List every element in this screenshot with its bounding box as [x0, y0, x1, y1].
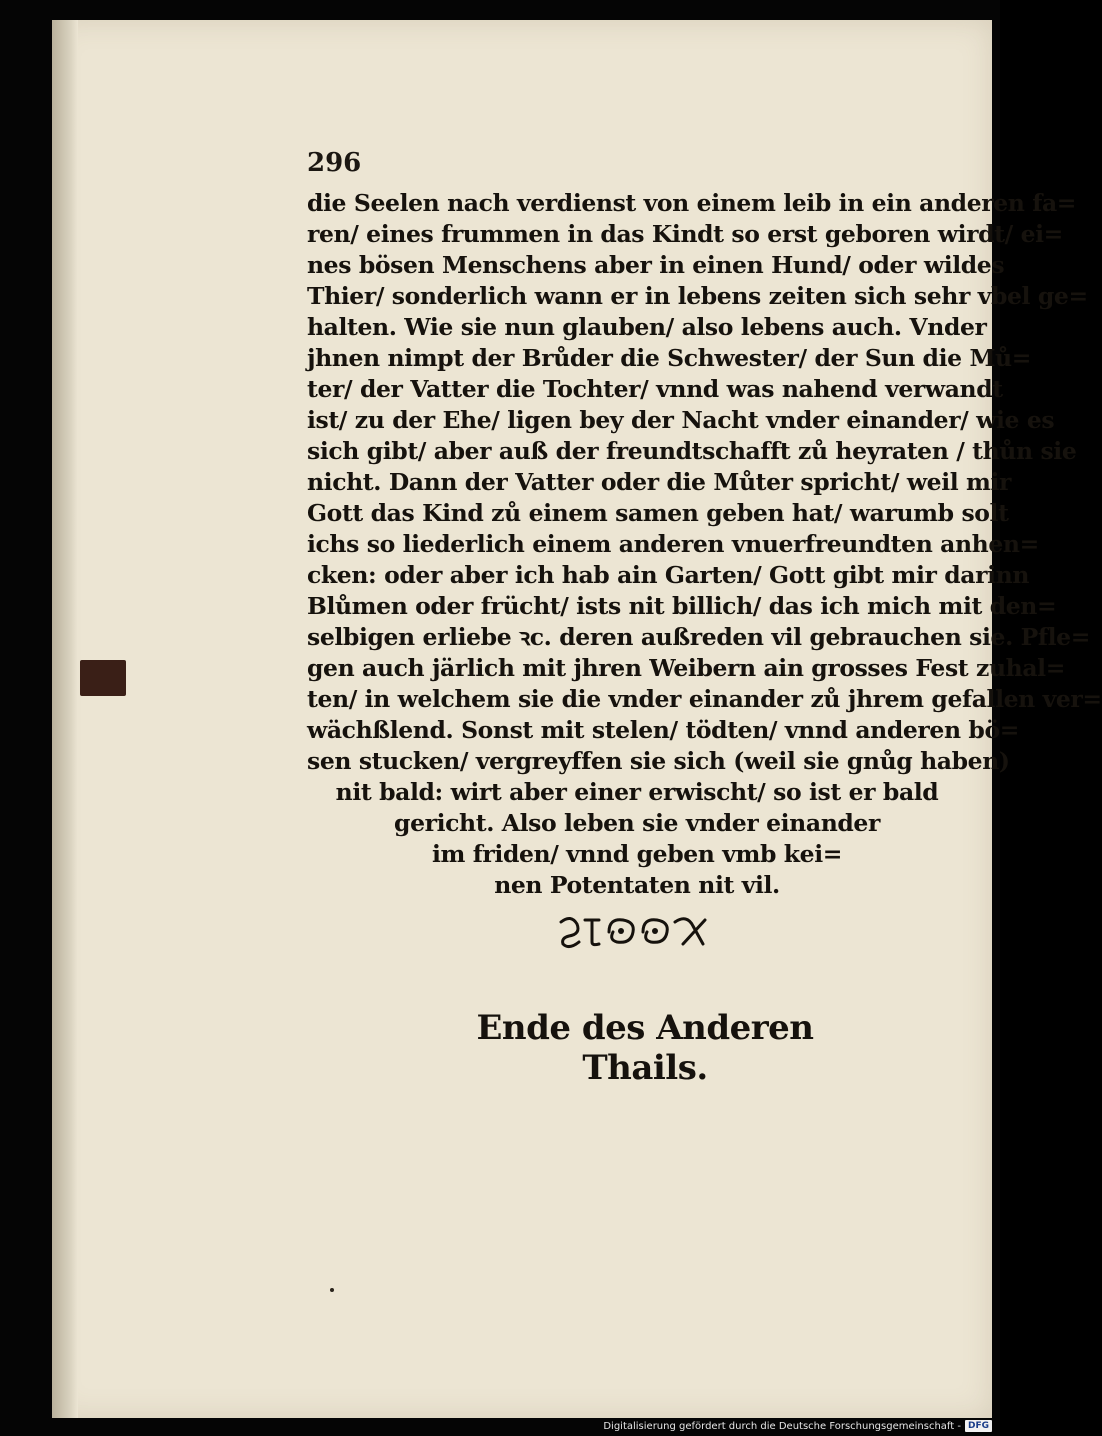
- text-line-23: nen Potentaten nit vil.: [494, 871, 780, 899]
- printers-ornament: [555, 912, 711, 950]
- paper-speck: [330, 1288, 334, 1292]
- body-text: [307, 188, 1102, 901]
- text-line-15: selbigen erliebe ꝛc. deren außreden vil gebrauchen sie. Pfle=: [307, 623, 1090, 651]
- bookmark-tab: [80, 660, 126, 696]
- text-line-5: halten. Wie sie nun glauben/ also lebens auch. Vnder: [307, 313, 987, 341]
- text-line-3: nes bösen Menschens aber in einen Hund/ oder wildes: [307, 251, 1005, 279]
- text-line-21: gericht. Also leben sie vnder einander: [394, 809, 880, 837]
- text-line-18: wächßlend. Sonst mit stelen/ tödten/ vnnd anderen bö=: [307, 716, 1020, 744]
- text-line-12: ichs so liederlich einem anderen vnuerfreundten anhen=: [307, 530, 1039, 558]
- text-line-4: Thier/ sonderlich wann er in lebens zeiten sich sehr vbel ge=: [307, 282, 1088, 310]
- text-line-16: gen auch järlich mit jhren Weibern ain grosses Fest zuhal=: [307, 654, 1065, 682]
- text-line-7: ter/ der Vatter die Tochter/ vnnd was nahend verwandt: [307, 375, 1003, 403]
- footer-credit: [603, 1418, 992, 1434]
- text-line-10: nicht. Dann der Vatter oder die Můter spricht/ weil mir: [307, 468, 1012, 496]
- text-line-19: sen stucken/ vergreyffen sie sich (weil sie gnůg haben): [307, 747, 1010, 775]
- page-gutter-shadow: [52, 20, 78, 1418]
- dfg-logo: DFG: [965, 1420, 992, 1432]
- funding-credit-text: Digitalisierung gefördert durch die Deutsche Forschungsgemeinschaft -: [603, 1420, 961, 1432]
- text-line-6: jhnen nimpt der Brůder die Schwester/ der Sun die Mů=: [307, 344, 1032, 372]
- text-line-9: sich gibt/ aber auß der freundtschafft zů heyraten / thůn sie: [307, 437, 1077, 465]
- text-line-1: die Seelen nach verdienst von einem leib in ein anderen fa=: [307, 189, 1077, 217]
- text-line-17: ten/ in welchem sie die vnder einander zů jhrem gefallen ver=: [307, 685, 1102, 713]
- text-line-13: cken: oder aber ich hab ain Garten/ Gott gibt mir darinn: [307, 561, 1030, 589]
- text-line-20: nit bald: wirt aber einer erwischt/ so ist er bald: [335, 778, 939, 806]
- page-number: 296: [307, 148, 362, 178]
- text-line-11: Gott das Kind zů einem samen geben hat/ warumb solt: [307, 499, 1009, 527]
- text-line-22: im friden/ vnnd geben vmb kei=: [431, 840, 843, 868]
- text-line-2: ren/ eines frummen in das Kindt so erst geboren wirdt/ ei=: [307, 220, 1063, 248]
- text-line-8: ist/ zu der Ehe/ ligen bey der Nacht vnder einander/ wie es: [307, 406, 1055, 434]
- text-line-14: Blůmen oder frücht/ ists nit billich/ das ich mich mit den=: [307, 592, 1057, 620]
- section-end-heading: Ende des Anderen Thails.: [476, 1008, 814, 1088]
